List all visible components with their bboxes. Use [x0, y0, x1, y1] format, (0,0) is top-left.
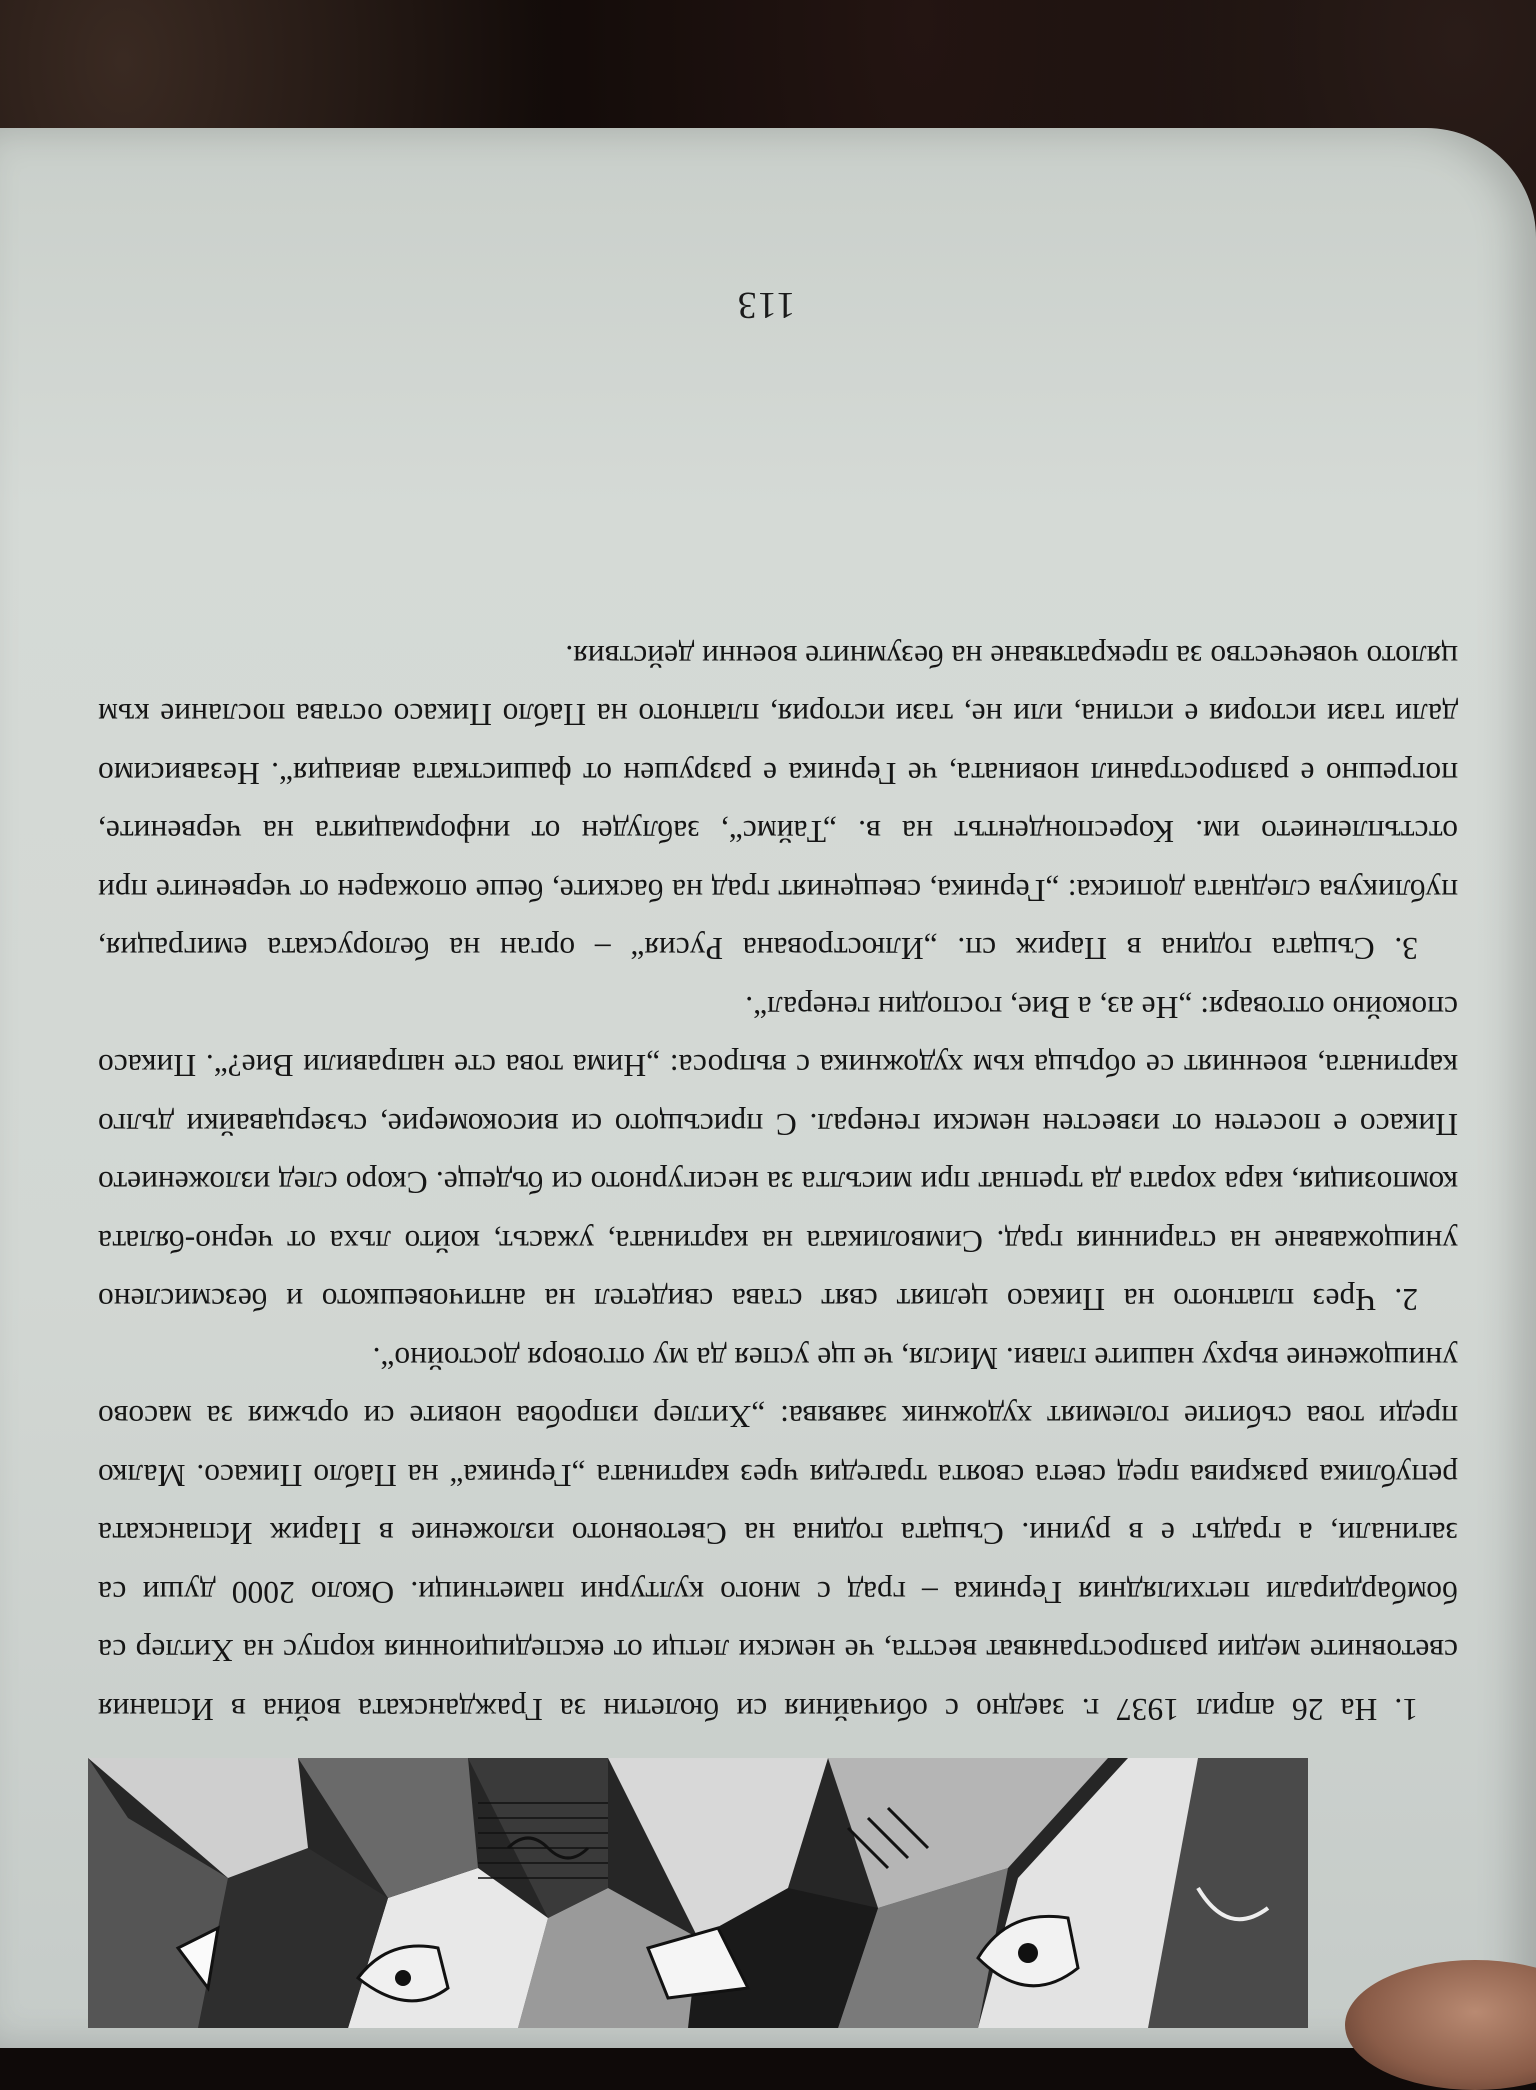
body-text: [98, 627, 1458, 1739]
paragraph-1: 1. На 26 април 1937 г. заедно с обичайния си бюлетин за Гражданската война в Испания световните медии разпространяват вестта, че немски летци от експедиционния корпус на Хитлер са бомбардирали петхилядния Герника – град с много културни паметници. Около 2000 души са загинали, а градът е в руини. Същата година на Световното изложение в Париж Испанската република разкрива пред света своята трагедия чрез картината „Герника“ на Пабло Пикасо. Малко преди това събитие големият художник заявява: „Хитлер изпробва новите си оръжия за масово унищожение върху нашите глави. Мисля, че ще успея да му отговоря достойно“.: [98, 1341, 1458, 1727]
guernica-illustration: [88, 1758, 1308, 2028]
guernica-image: [88, 1758, 1308, 2028]
paragraph-2: 2. Чрез платното на Пикасо целият свят става свидетел на античовешкото и безсмислено унищожаване на старинния град. Символиката на картината, ужасът, който лъха от черно-бялата композиция, кара хората да трепнат при мисълта за несигурното си бъдеще. Скоро след изложението Пикасо е посетен от известен немски генерал. С присъщото си високомерие, съзерцавайки дълго картината, военният се обръща към художника с въпроса: „Нима това сте направили Вие?“. Пикасо спокойно отговаря: „Не аз, а Вие, господин генерал“.: [98, 990, 1458, 1318]
page-number: 113: [736, 284, 796, 326]
paragraph-3: 3. Същата година в Париж сп. „Илюстрована Русия“ – орган на белоруската емиграция, публикува следната дописка: „Герника, свещеният град на баските, беше опожарен от червените при отстъплението им. Кореспондентът на в. „Таймс“, заблуден от информацията на червените, погрешно е разпространил новината, че Герника е разрушен от фашистката авиация“. Независимо дали тази история е истина, или не, тази история, платното на Пабло Пикасо остава послание към цялото човечество за прекратяване на безумните военни действия.: [98, 639, 1458, 967]
